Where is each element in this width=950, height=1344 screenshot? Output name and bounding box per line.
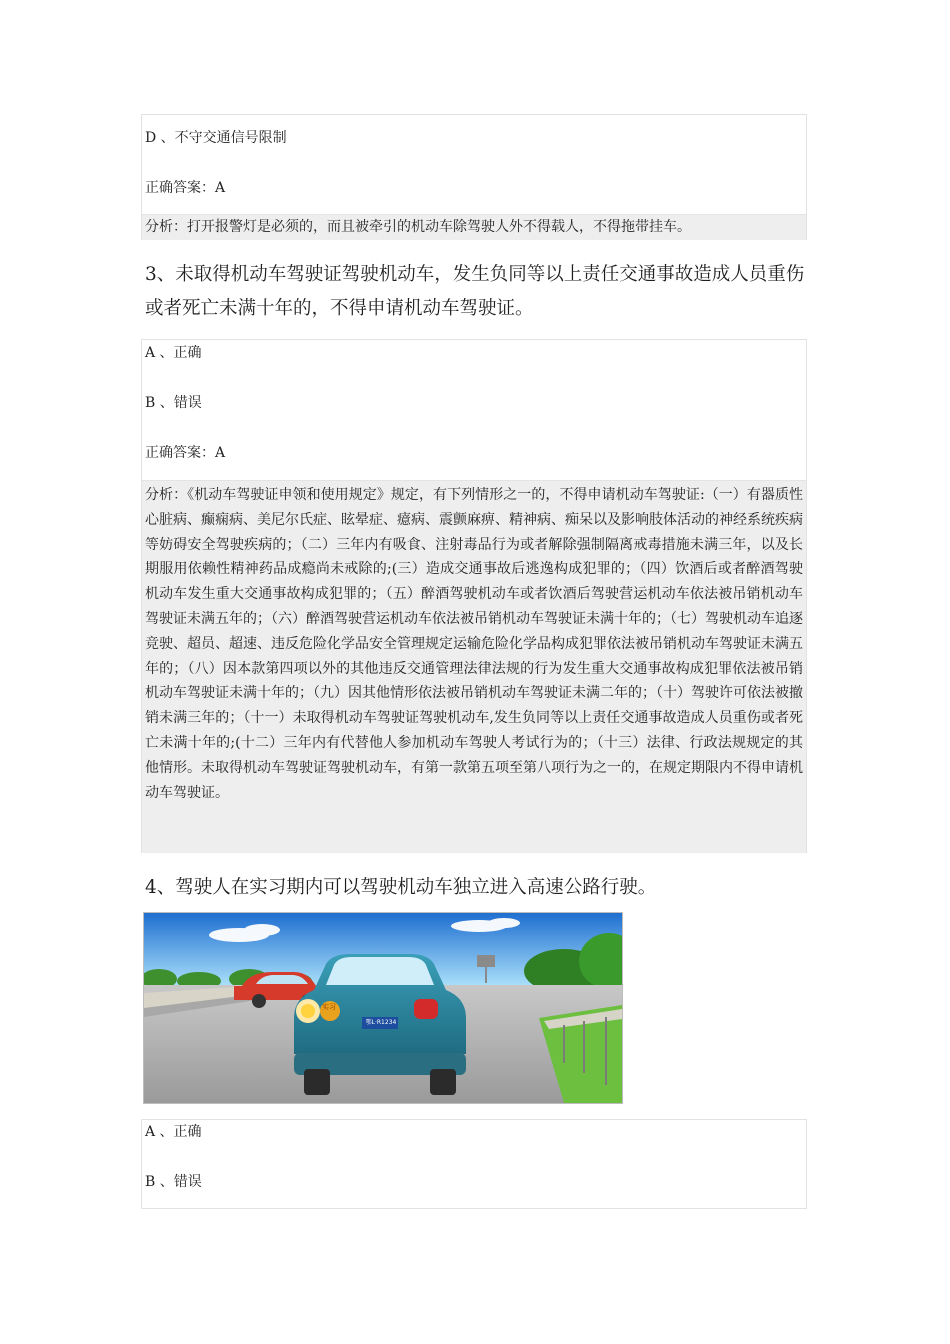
q2-option-d[interactable]: D 、不守交通信号限制 [145,130,287,146]
q3-options-box [141,339,807,853]
q2-analysis: 分析：打开报警灯是必须的，而且被牵引的机动车除驾驶人外不得载人，不得拖带挂车。 [142,214,806,240]
q2-options-box [141,114,807,240]
intern-sign-label: 实习 [322,1003,336,1011]
q4-option-a[interactable]: A 、正确 [145,1124,202,1140]
q4-options-box [141,1119,807,1209]
q4-option-b[interactable]: B 、错误 [145,1174,202,1190]
q3-option-a[interactable]: A 、正确 [145,345,202,361]
q2-correct-answer: 正确答案：A [145,180,226,196]
q3-option-b[interactable]: B 、错误 [145,395,202,411]
q4-question-text: 4、驾驶人在实习期内可以驾驶机动车独立进入高速公路行驶。 [145,877,657,898]
license-plate-text: 鄂L·R1234 [365,1019,397,1026]
highway-car-scene [144,913,622,1103]
q4-illustration [143,912,623,1104]
q3-correct-answer: 正确答案：A [145,445,226,461]
q3-analysis: 分析：《机动车驾驶证申领和使用规定》规定，有下列情形之一的，不得申请机动车驾驶证:（一）有器质性心脏病、癫痫病、美尼尔氏症、眩晕症、癔病、震颤麻痹、精神病、痴呆以及影响肢体活动的神经系统疾病等妨碍安全驾驶疾病的；（二）三年内有吸食、注射毒品行为或者解除强制隔离戒毒措施未满三年，以及长期服用依赖性精神药品成瘾尚未戒除的;(三）造成交通事故后逃逸构成犯罪的；（四）饮酒后或者醉酒驾驶机动车发生重大交通事故构成犯罪的；（五）醉酒驾驶机动车或者饮酒后驾驶营运机动车依法被吊销机动车驾驶证未满五年的；（六）醉酒驾驶营运机动车依法被吊销机动车驾驶证未满十年的；（七）驾驶机动车追逐竞驶、超员、超速、违反危险化学品安全管理规定运输危险化学品构成犯罪依法被吊销机动车驾驶证未满五年的；（八）因本款第四项以外的其他违反交通管理法律法规的行为发生重大交通事故构成犯罪依法被吊销机动车驾驶证未满十年的；（九）因其他情形依法被吊销机动车驾驶证未满二年的；（十）驾驶许可依法被撤销未满三年的；（十一）未取得机动车驾驶证驾驶机动车,发生负同等以上责任交通事故造成人员重伤或者死亡未满十年的;(十二）三年内有代替他人参加机动车驾驶人考试行为的；（十三）法律、行政法规规定的其他情形。未取得机动车驾驶证驾驶机动车，有第一款第五项至第八项行为之一的，在规定期限内不得申请机动车驾驶证。 [142,480,806,853]
q3-question-text: 3、未取得机动车驾驶证驾驶机动车，发生负同等以上责任交通事故造成人员重伤或者死亡未满十年的，不得申请机动车驾驶证。 [145,264,805,319]
